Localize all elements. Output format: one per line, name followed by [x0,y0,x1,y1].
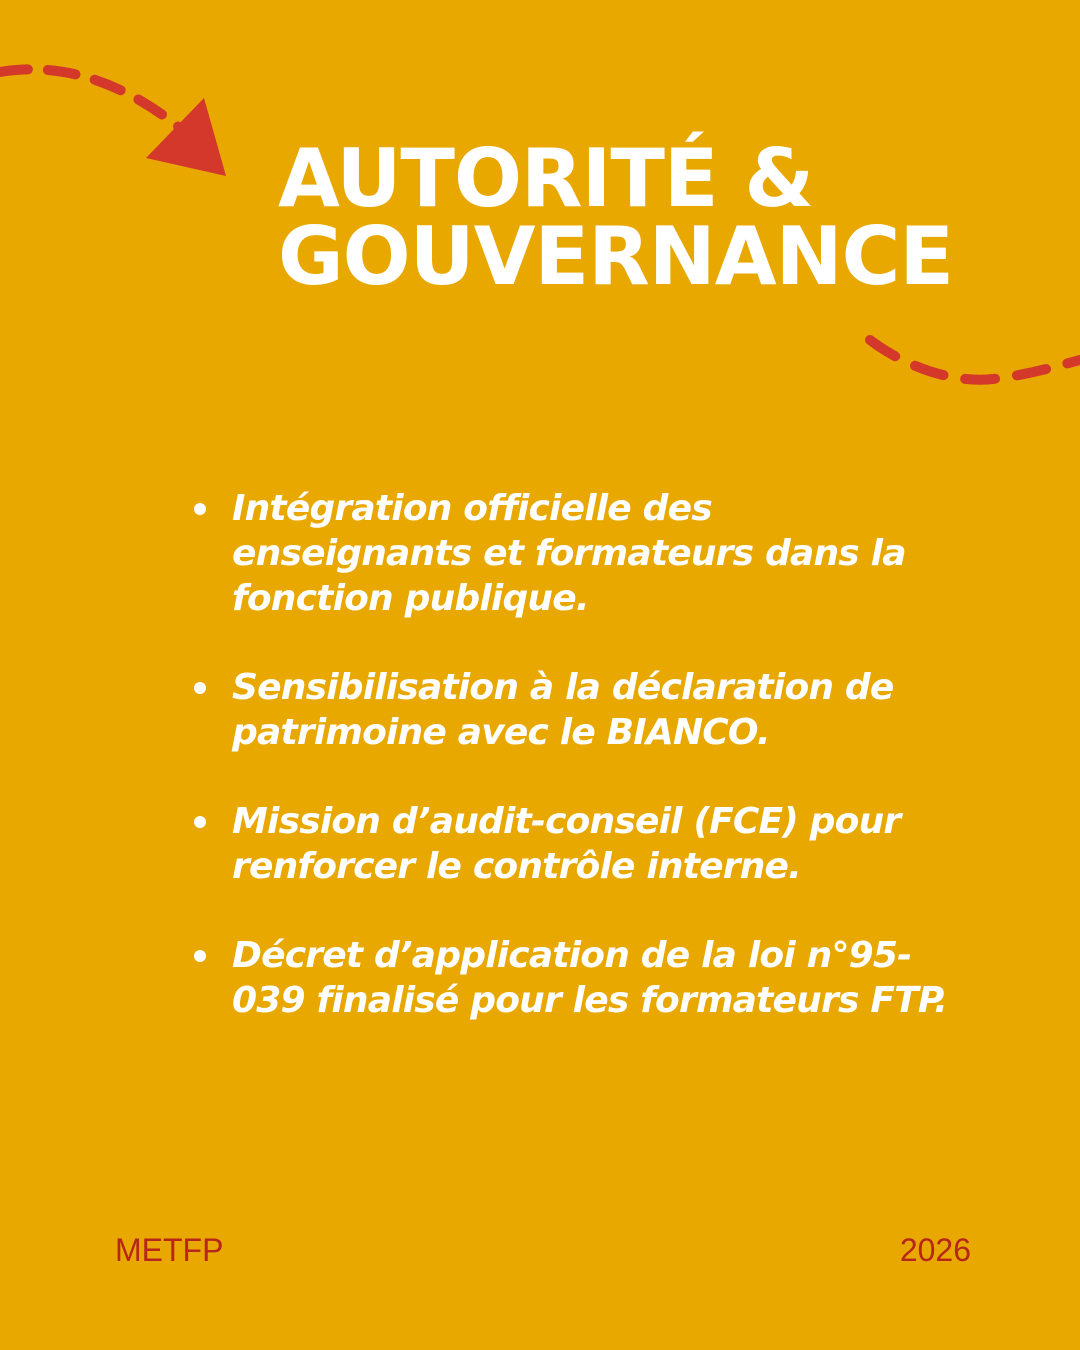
bullet-dot-icon [194,682,206,694]
list-item-text: Mission d’audit-conseil (FCE) pour renforcer le contrôle interne. [232,801,901,887]
bullet-dot-icon [194,816,206,828]
dashed-curve [870,340,1080,380]
dashed-arrow-icon [0,69,226,176]
page-title [278,132,1018,303]
bullet-dot-icon [194,503,206,515]
list-item-text: Décret d’application de la loi n°95-039 finalisé pour les formateurs FTP. [232,935,948,1021]
footer-year: 2026 [899,1232,971,1268]
list-item [190,665,950,755]
list-item [190,486,950,621]
title-line-2: GOUVERNANCE [278,210,953,303]
list-item-text: Sensibilisation à la déclaration de patrimoine avec le BIANCO. [232,667,894,753]
footer-organization: METFP [115,1232,224,1268]
list-item-text: Intégration officielle des enseignants et formateurs dans la fonction publique. [232,488,906,619]
bullet-list [190,486,950,1067]
bullet-dot-icon [194,950,206,962]
title-line-1: AUTORITÉ & [278,132,814,225]
list-item [190,799,950,889]
list-item [190,933,950,1023]
